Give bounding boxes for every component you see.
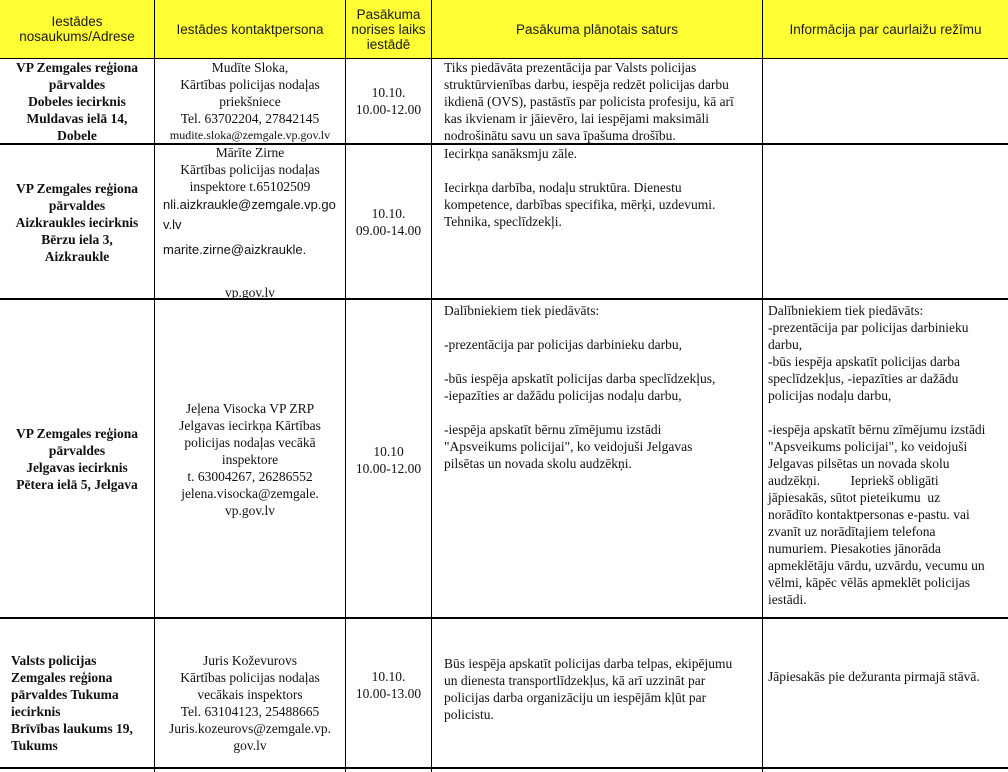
text-line: Bērzu iela 3, (41, 232, 113, 247)
row2-institution (0, 180, 154, 265)
text-line: -prezentācija par policijas darbinieku (768, 320, 969, 335)
text-line: policijas darba organizāciju un iespējām kļūt par (444, 690, 707, 705)
text-line: Dobeles iecirknis (28, 94, 126, 109)
text-line: 10.00-13.00 (355, 686, 422, 701)
text-line: 10.10. (371, 206, 406, 221)
row1-institution (0, 59, 154, 144)
text-line: VP Zemgales reģiona (16, 181, 138, 196)
text-line: apmeklētāju vārdu, uzvārdu, vecumu un (768, 558, 985, 573)
text-line: Iecirkņa sanāksmju zāle. (444, 146, 578, 161)
text-line: Kārtības policijas nodaļas (180, 77, 320, 92)
text-line: pārvaldes (48, 198, 106, 213)
text-line: numuriem. Piesakoties jānorāda (768, 541, 941, 556)
spacer (444, 353, 752, 370)
text-line: Tel. 63104123, 25488665 (180, 704, 320, 719)
row-divider (0, 298, 1008, 300)
text-line: -prezentācija par policijas darbinieku darbu, (444, 337, 683, 352)
row4-pass-info (763, 668, 1008, 685)
text-line: Kārtības policijas nodaļas (180, 670, 320, 685)
text-line: 10.00-12.00 (355, 461, 422, 476)
text-line: Brīvības laukums 19, (11, 721, 133, 736)
text-line: struktūrvienības darbu, iespēja redzēt policijas darbu (444, 77, 729, 92)
text-line: -būs iespēja apskatīt policijas darba (768, 354, 960, 369)
text-line: Tukums (11, 738, 58, 753)
spacer (444, 319, 752, 336)
text-line: Iecirkņa darbība, nodaļu struktūra. Dienestu (444, 180, 682, 195)
text-line: Dalībniekiem tiek piedāvāts: (444, 303, 600, 318)
text-line: audzēkņi. Iepriekš obligāti (768, 473, 939, 488)
text-line: kompetence, darbības specifika, mērķi, uzdevumi. (444, 197, 716, 212)
text-line: 09.00-14.00 (355, 223, 422, 238)
text-line: VP Zemgales reģiona (16, 426, 138, 441)
text-line: inspektore (221, 452, 279, 467)
header-contact: Iestādes kontaktpersona (176, 21, 324, 37)
text-line: Aizkraukles iecirknis (15, 215, 139, 230)
header-pass-info: Informācija par caurlaižu režīmu (789, 21, 982, 37)
text-line: -iepazīties ar dažādu policijas nodaļu darbu, (444, 388, 682, 403)
text-line: "Apsveikums policijai", ko veidojuši Jelgavas (444, 439, 693, 454)
text-line: policijas nodaļas vecākā (184, 435, 316, 450)
text-line: jelena.visocka@zemgale. (181, 486, 319, 501)
text-line: inspektore t.65102509 (189, 179, 311, 194)
text-line: ikdienā (OVS), pastāstīs par policista profesiju, kā arī (444, 94, 734, 109)
text-line: Būs iespēja apskatīt policijas darba telpas, ekipējumu (444, 656, 733, 671)
text-line: speclīdzekļus, -iepazīties ar dažādu (768, 371, 959, 386)
row1-contact (155, 59, 345, 144)
text-line: Kārtības policijas nodaļas (180, 162, 320, 177)
row1-time (346, 84, 431, 118)
text-line: vēlmi, kāpēc vēlās apmeklēt policijas (768, 575, 971, 590)
text-line: Tiks piedāvāta prezentācija par Valsts policijas (444, 60, 697, 75)
text-line: 10.10 (373, 444, 404, 459)
text-line: VP Zemgales reģiona (16, 60, 138, 75)
text-line: Jelgavas iecirknis (26, 460, 128, 475)
text-line: Dobele (57, 128, 97, 143)
text-line: Tehnika, speclīdzekļi. (444, 214, 562, 229)
row1-content (432, 59, 762, 144)
text-line: un dienesta transportlīdzekļus, kā arī uzzināt par (444, 673, 706, 688)
text-line: 10.10. (371, 669, 406, 684)
text-line: Jāpiesakās pie dežuranta pirmajā stāvā. (768, 669, 980, 684)
contact-email: marite.zirne@aizkraukle. (163, 242, 307, 257)
text-line: pārvaldes (48, 443, 106, 458)
row-divider (0, 767, 1008, 769)
row3-institution (0, 425, 154, 493)
text-line: zvanīt uz norādītajiem telefona (768, 524, 936, 539)
row2-time (346, 205, 431, 239)
row2-contact (155, 144, 345, 260)
contact-email: v.lv (163, 217, 182, 232)
text-line: Zemgales reģiona (11, 670, 113, 685)
header-institution: Iestādes nosaukums/Adrese (19, 14, 135, 44)
row4-content (432, 655, 762, 723)
row3-pass-info (763, 302, 1008, 608)
text-line: Valsts policijas (11, 653, 97, 668)
text-line: 10.10. (371, 85, 406, 100)
text-line: iestādi. (768, 592, 807, 607)
text-line: jāpiesakās, sūtot pieteikumu uz (768, 490, 941, 505)
contact-email: nli.aizkraukle@zemgale.vp.go (163, 197, 336, 212)
text-line: -iespēja apskatīt bērnu zīmējumu izstādi (768, 422, 986, 437)
text-line: Dalībniekiem tiek piedāvāts: (768, 303, 924, 318)
text-line: pārvaldes (48, 77, 106, 92)
text-line: Jeļena Visocka VP ZRP (185, 401, 315, 416)
text-line: Tel. 63702204, 27842145 (180, 111, 320, 126)
text-line: t. 63004267, 26286552 (187, 469, 313, 484)
header-content: Pasākuma plānotais saturs (515, 21, 679, 37)
text-line: Muldavas ielā 14, (26, 111, 128, 126)
row4-time (346, 668, 431, 702)
spacer (768, 404, 1002, 421)
row-divider (0, 617, 1008, 619)
text-line: gov.lv (233, 738, 267, 753)
spacer (444, 404, 752, 421)
text-line: pārvaldes Tukuma (11, 687, 119, 702)
text-line: Jelgavas pilsētas un novada skolu (768, 456, 950, 471)
text-line: -iespēja apskatīt bērnu zīmējumu izstādi (444, 422, 662, 437)
text-line: Aizkraukle (44, 249, 110, 264)
row2-content (432, 145, 762, 230)
spacer (444, 162, 752, 179)
text-line: Jelgavas iecirkņa Kārtības (179, 418, 321, 433)
row2-contact-email-tail (155, 284, 345, 301)
text-line: priekšniece (219, 94, 281, 109)
row4-contact (155, 652, 345, 754)
text-line: policistu. (444, 707, 494, 722)
header-time: Pasākuma norises laiks iestādē (351, 6, 426, 52)
text-line: 10.00-12.00 (355, 102, 422, 117)
text-line: pilsētas un novada skolu audzēkņi. (444, 456, 632, 471)
row3-contact (155, 400, 345, 519)
text-line: Mārīte Zirne (215, 145, 285, 160)
row3-content (432, 302, 762, 472)
text-line: vecākais inspektors (197, 687, 303, 702)
text-line: nodrošinātu savu un sava īpašuma drošību. (444, 128, 676, 143)
row4-institution (0, 652, 154, 754)
text-line: norādīto kontaktpersonas e-pastu. vai (768, 507, 970, 522)
text-line: Pētera ielā 5, Jelgava (16, 477, 138, 492)
text-line: "Apsveikums policijai", ko veidojuši (768, 439, 968, 454)
text-line: -būs iespēja apskatīt policijas darba speclīdzekļus, (444, 371, 716, 386)
contact-email: vp.gov.lv (224, 285, 276, 300)
text-line: Juris Koževurovs (202, 653, 298, 668)
text-line: Mudīte Sloka, (211, 60, 289, 75)
text-line: Juris.kozeurovs@zemgale.vp. (168, 721, 331, 736)
text-line: darbu, (768, 337, 803, 352)
row3-time (346, 443, 431, 477)
text-line: kas ikvienam ir jāievēro, lai iespējami maksimāli (444, 111, 710, 126)
text-line: vp.gov.lv (224, 503, 276, 518)
text-line: policijas nodaļu darbu, (768, 388, 892, 403)
text-line: iecirknis (11, 704, 61, 719)
contact-email: mudite.sloka@zemgale.vp.gov.lv (169, 128, 331, 142)
